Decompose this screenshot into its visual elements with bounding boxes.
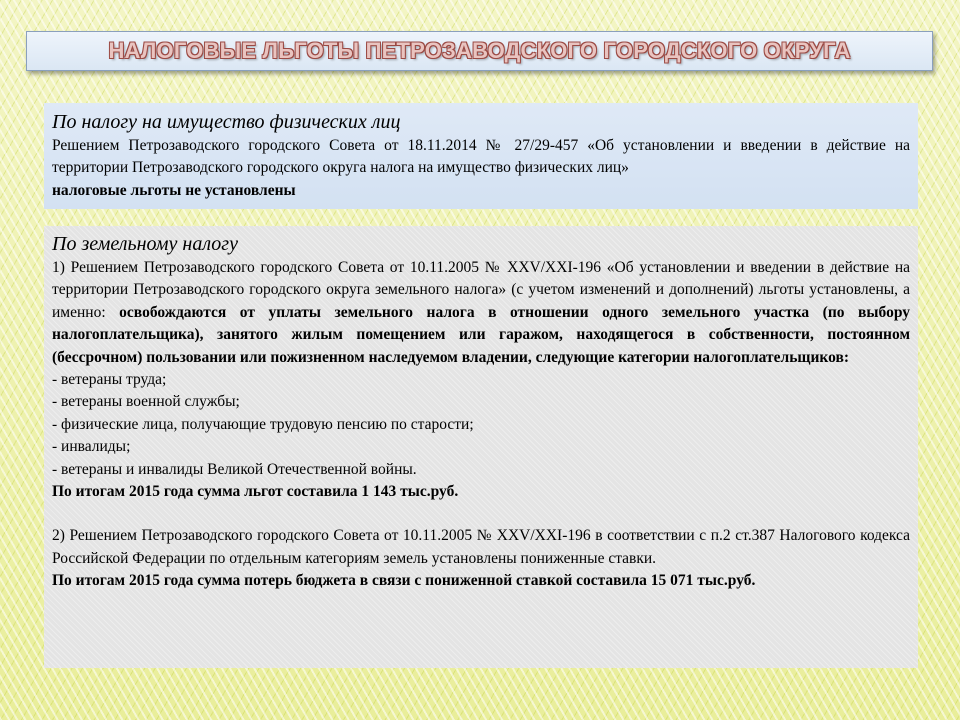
spacer [52,503,910,525]
property-tax-panel [44,103,918,209]
land-tax-heading: По земельному налогу [52,233,238,255]
land-tax-panel [44,226,918,668]
land-tax-item1-total: По итогам 2015 года сумма льгот составила 1 143 тыс.руб. [52,483,459,501]
category-item: - ветераны и инвалиды Великой Отечественной войны. [52,460,417,478]
property-tax-paragraph [52,135,910,202]
property-tax-conclusion: налоговые льготы не установлены [52,181,296,199]
land-tax-item1-bold: освобождаются от уплаты земельного налога в отношении одного земельного участка (по выбору налогоплательщика), занятого жилым помещением или гаражом, находящегося в собственности, постоянном (бессрочном) пользовании или пожизненном наследуемом владении, следующие категории налогоплательщиков: [52,303,910,366]
category-item: - инвалиды; [52,438,131,456]
category-item: - физические лица, получающие трудовую пенсию по старости; [52,415,474,433]
land-tax-item2: 2) Решением Петрозаводского городского Совета от 10.11.2005 № XXV/XXI-196 в соответствии с п.2 ст.387 Налогового кодекса Российской Федерации по отдельным категориям земель установлены пониженные ставки. [52,527,910,567]
land-tax-item1 [52,257,910,369]
title-banner [26,31,933,71]
page-title: НАЛОГОВЫЕ ЛЬГОТЫ ПЕТРОЗАВОДСКОГО ГОРОДСКОГО ОКРУГА [108,38,851,63]
category-item: - ветераны труда; [52,371,167,389]
land-tax-item1-text: 1) Решением Петрозаводского городского Совета от 10.11.2005 № XXV/XXI-196 «Об установлении и введении в действие на территории Петрозаводского городского округа земельного налога» (с учетом изменений и дополнений) льготы установлены, а именно: [52,259,910,321]
property-tax-text: Решением Петрозаводского городского Совета от 18.11.2014 № 27/29-457 «Об установлении и введении в действие на территории Петрозаводского городского округа налога на имущество физических лиц» [52,137,910,177]
category-item: - ветераны военной службы; [52,393,240,411]
property-tax-heading: По налогу на имущество физических лиц [52,111,401,133]
land-tax-item2-total: По итогам 2015 года сумма потерь бюджета в связи с пониженной ставкой составила 15 071 тыс.руб. [52,572,756,590]
